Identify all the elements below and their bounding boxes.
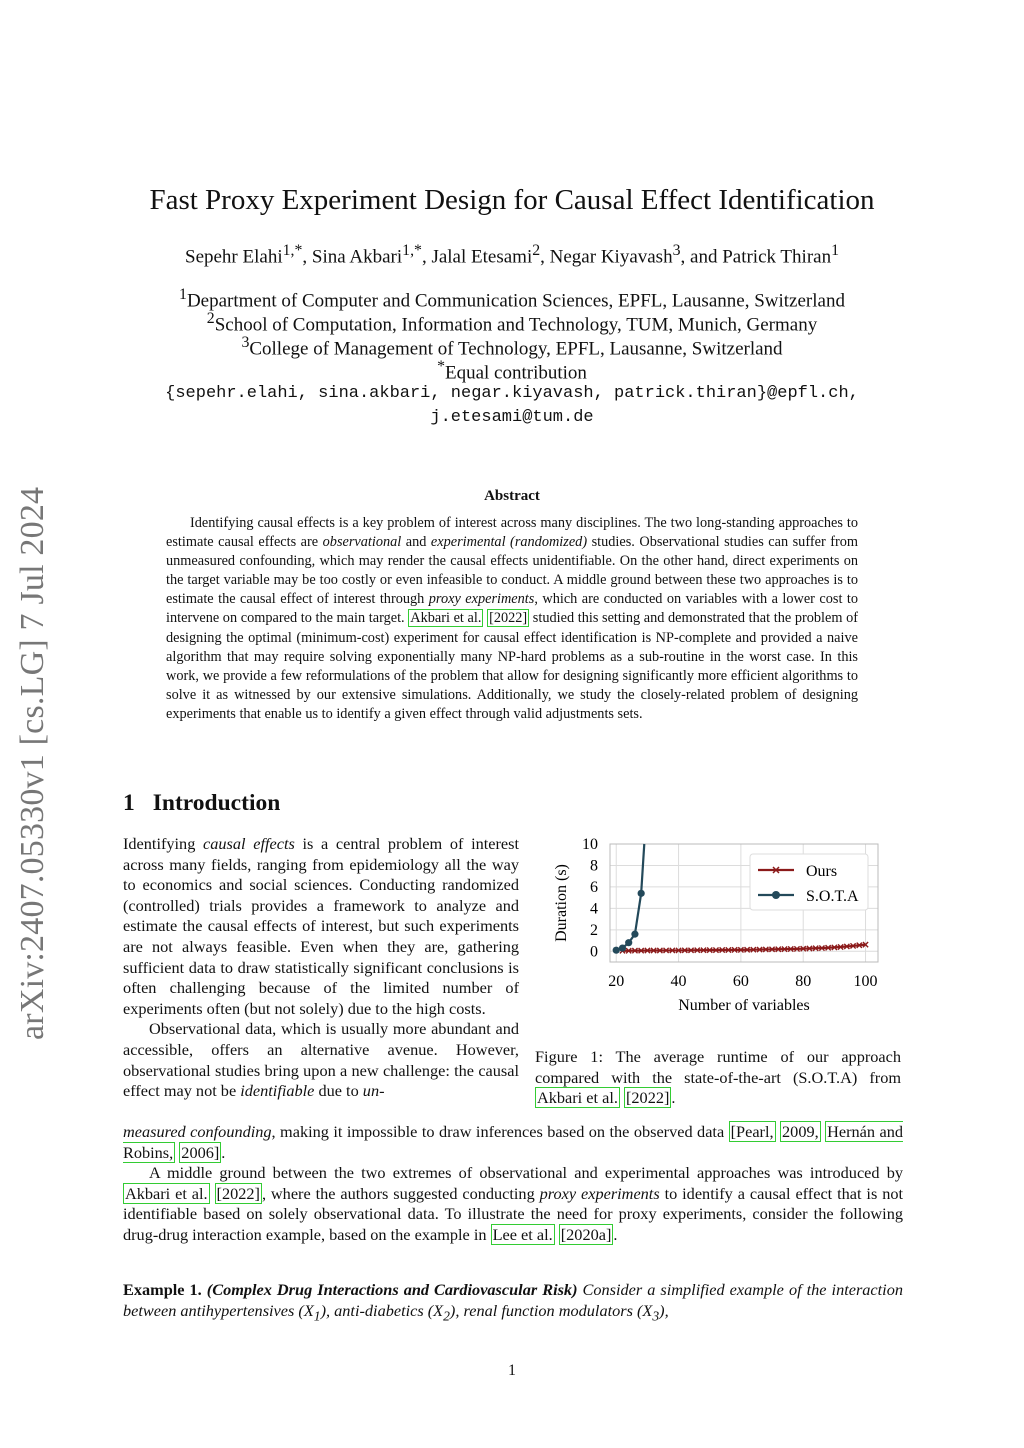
affiliation-sup: 1 — [179, 286, 187, 303]
example-sub: 3 — [652, 1307, 660, 1323]
example-sub: 1 — [313, 1307, 321, 1323]
y-tick-label: 6 — [590, 878, 598, 896]
legend-label: Ours — [806, 863, 838, 880]
citation-link[interactable]: [2020a] — [560, 1224, 612, 1244]
runtime-chart — [548, 832, 898, 1022]
abstract-heading: Abstract — [484, 488, 540, 504]
example-text: ), — [659, 1300, 669, 1320]
figure-caption — [535, 1047, 901, 1109]
citation-link[interactable]: [Pearl, — [730, 1122, 774, 1141]
body-emph: un- — [362, 1081, 385, 1101]
intro-continuation — [123, 1122, 903, 1246]
affiliation — [0, 310, 1024, 336]
abstract-text: studied this setting and demonstrated that the problem of designing the optimal (minimum-cost) experiment for causal effect identification is NP-complete and provided a naive algorithm that may require solving exponentially many NP-hard problems as a sub-routine in the worst case. In this work, we provide a few reformulations of the problem that allow for designing significantly more efficient algorithms to solve it as witnessed by our extensive simulations. Additionally, we study the closely-related problem of designing experiments that enable us to identify a given effect through valid adjustments sets. — [166, 610, 859, 722]
affiliation-sup: 3 — [241, 334, 250, 351]
example-text: ), renal function modulators (X — [449, 1300, 653, 1320]
caption-label: Figure 1: — [535, 1047, 603, 1066]
caption-text: . — [671, 1088, 676, 1108]
y-axis-label: Duration (s) — [553, 864, 570, 942]
x-tick-label: 20 — [608, 973, 625, 990]
author: Patrick Thiran — [722, 246, 832, 268]
citation-link[interactable]: Akbari et al. — [125, 1183, 208, 1203]
author-sup: 1,* — [402, 242, 422, 259]
series-line-S.O.T.A — [616, 844, 644, 950]
affiliation — [0, 286, 1024, 312]
author: Negar Kiyavash — [549, 246, 673, 268]
abstract-text: , which are conducted on variables with a lower cost to intervene on compared to the main target. — [166, 591, 859, 627]
legend-label: S.O.T.A — [806, 888, 859, 905]
affiliation-text: College of Management of Technology, EPFL, Lausanne, Switzerland — [249, 338, 783, 360]
abstract-text: Identifying causal effects is a key problem of interest across many disciplines. The two long-standing approaches to estimate causal effects are — [166, 515, 858, 551]
y-tick-label: 8 — [590, 857, 598, 875]
example-block — [123, 1280, 903, 1326]
abstract-body — [166, 514, 858, 724]
email-line: {sepehr.elahi, sina.akbari, negar.kiyavash, patrick.thiran}@epfl.ch, — [165, 384, 859, 403]
body-text: is a central problem of interest across many fields, ranging from epidemiology all the way to economics and social sciences. Conducting randomized (controlled) trials provides a framework to analyze and estimate the causal effects of interest, but such experiments are not always feasible. Even when they are, gathering sufficient data to draw statistically significant conclusions is often challenging because of the limited number of experiments often (but not solely) due to the high costs. — [123, 834, 519, 1018]
section-heading — [123, 790, 280, 817]
affiliation-sup: 2 — [206, 310, 215, 327]
page-number: 1 — [508, 1362, 516, 1379]
author: Jalal Etesami — [431, 246, 533, 268]
body-emph: proxy experiments — [539, 1183, 660, 1203]
email-line: j.etesami@tum.de — [430, 408, 594, 427]
arxiv-identifier: arXiv:2407.05330v1 [cs.LG] 7 Jul 2024 — [14, 486, 51, 1040]
citation-link[interactable]: Lee et al. — [492, 1224, 553, 1244]
affiliation-text: Department of Computer and Communication Sciences, EPFL, Lausanne, Switzerland — [186, 290, 845, 312]
abstract-emph: observational — [322, 534, 402, 551]
example-label: Example 1. — [123, 1280, 202, 1299]
data-point-marker — [631, 931, 638, 938]
example-sub: 2 — [443, 1307, 450, 1323]
body-text: Observational data, which is usually more abundant and accessible, offers an alternative avenue. However, observational studies bring upon a new challenge: the causal effect may not be — [123, 1019, 519, 1101]
affiliation-text: Equal contribution — [444, 362, 587, 384]
author-sup: 1,* — [282, 242, 303, 259]
y-tick-label: 0 — [590, 943, 598, 961]
y-tick-label: 2 — [590, 921, 598, 939]
intro-column — [123, 834, 519, 1102]
author-list: Sepehr Elahi$^{1,*}$, Sina Akbari$^{1,*}$, Jalal Etesami$^2$, Negar Kiyavash$^3$, and Patrick Thiran$^1$ — [185, 242, 839, 268]
author-sup: 3 — [672, 242, 681, 259]
body-text: , where the authors suggested conducting — [261, 1183, 540, 1203]
author: Sepehr Elahi — [185, 246, 283, 268]
body-text: to identify a causal effect that is not identifiable based on solely observational data. To illustrate the need for proxy experiments, consider the following drug-drug interaction example, based on the example in — [123, 1183, 904, 1244]
x-tick-label: 60 — [732, 973, 749, 990]
affiliation-text: School of Computation, Information and Technology, TUM, Munich, Germany — [214, 314, 818, 336]
body-text: . — [613, 1224, 618, 1244]
body-text: A middle ground between the two extremes of observational and experimental approaches was introduced by — [149, 1163, 903, 1183]
affiliation — [0, 334, 1024, 360]
data-point-marker — [613, 947, 620, 954]
caption-text: The average runtime of our approach compared with the state-of-the-art (S.O.T.A) from — [535, 1047, 901, 1087]
body-text: . — [221, 1142, 226, 1162]
data-point-marker — [638, 890, 645, 897]
author-sup: 1 — [831, 242, 839, 259]
body-text: , making it impossible to draw inferences based on the observed data — [271, 1122, 729, 1141]
data-point-marker — [625, 939, 632, 946]
body-emph: causal effects — [203, 834, 295, 853]
body-emph: measured confounding — [123, 1122, 272, 1141]
affiliation-sup: * — [437, 358, 445, 375]
abstract-emph: proxy experiments — [428, 591, 535, 608]
y-tick-label: 10 — [582, 836, 598, 853]
citation-link[interactable]: [2022] — [216, 1183, 260, 1203]
author: Sina Akbari — [311, 246, 403, 268]
citation-link[interactable]: Akbari et al. — [537, 1088, 618, 1108]
paper-title: Fast Proxy Experiment Design for Causal Effect Identification — [149, 184, 875, 216]
abstract-text: and — [401, 534, 431, 551]
citation-link[interactable]: 2006] — [181, 1142, 220, 1162]
x-axis-label: Number of variables — [678, 997, 810, 1014]
section-number: 1 — [123, 790, 135, 816]
citation-link[interactable]: Hernán and Robins, — [123, 1122, 903, 1162]
author-sup: 2 — [532, 242, 541, 259]
affiliation — [0, 358, 1024, 384]
citation-link[interactable]: [2022] — [626, 1088, 670, 1108]
abstract-text: studies. Observational studies can suffer from unmeasured confounding, which may render the causal effects unidentifiable. On the other hand, direct experiments on the target variable may be too costly or even infeasible to conduct. A middle ground between these two approaches is to estimate the causal effect of interest through — [166, 534, 858, 608]
section-title: Introduction — [152, 790, 281, 816]
x-tick-label: 100 — [853, 973, 878, 990]
example-text: Consider a simplified example of the interaction between antihypertensives (X — [123, 1280, 903, 1320]
citation-link[interactable]: 2009, — [782, 1122, 819, 1141]
body-text: due to — [314, 1081, 363, 1101]
legend-marker — [772, 891, 780, 899]
citation-link[interactable]: [2022] — [489, 610, 528, 627]
citation-link[interactable]: Akbari et al. — [410, 610, 482, 627]
example-text: ), anti-diabetics (X — [320, 1300, 444, 1320]
body-emph: identifiable — [240, 1081, 315, 1101]
x-tick-label: 80 — [795, 973, 812, 990]
data-point-marker — [619, 944, 626, 951]
example-title: (Complex Drug Interactions and Cardiovascular Risk) — [206, 1280, 578, 1299]
y-tick-label: 4 — [590, 900, 598, 918]
abstract-emph: experimental (randomized) — [430, 534, 588, 551]
body-text: Identifying — [123, 834, 204, 853]
x-tick-label: 40 — [670, 973, 687, 990]
